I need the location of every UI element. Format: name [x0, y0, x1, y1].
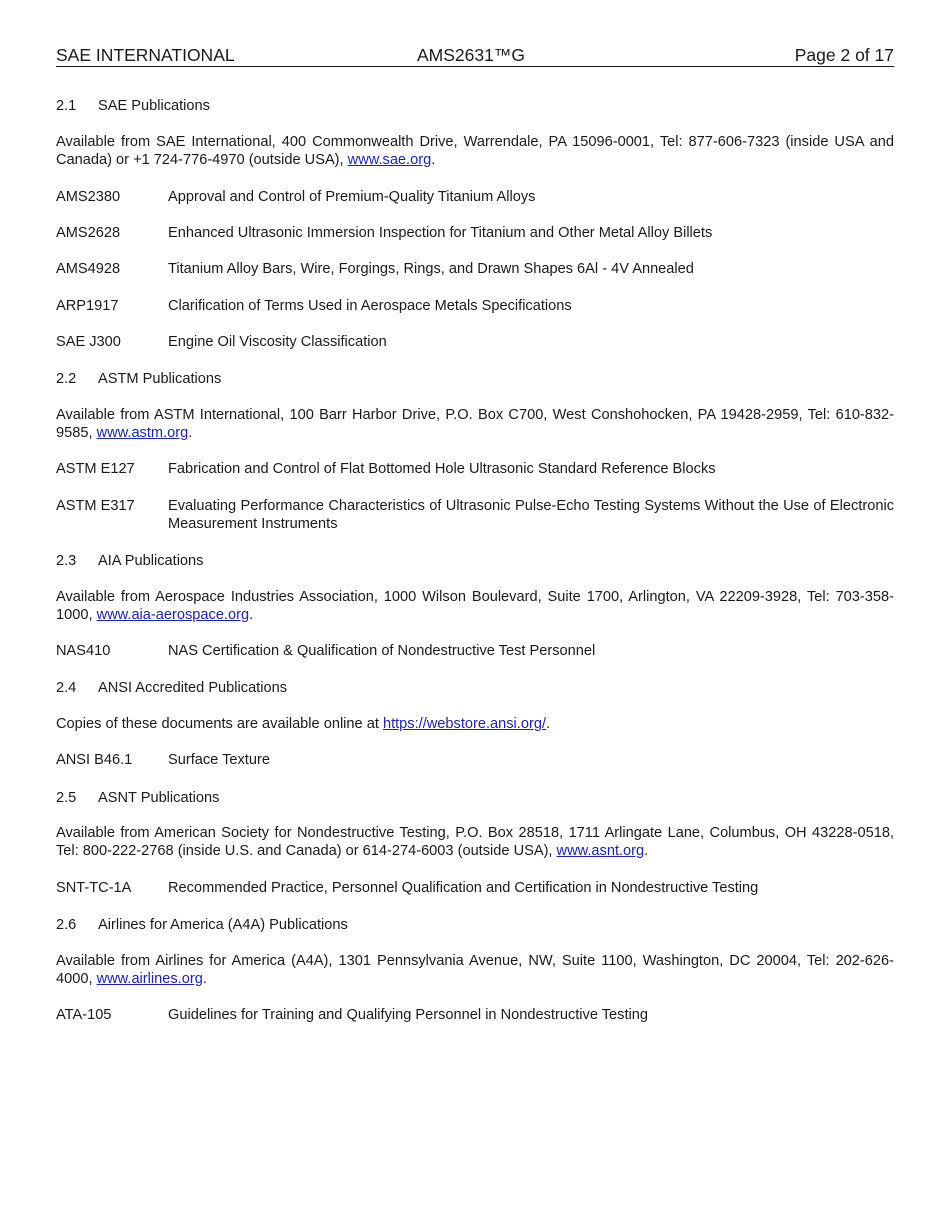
section-intro-2-1: Available from SAE International, 400 Commonwealth Drive, Warrendale, PA 15096-0001, Tel: 877-606-7323 (inside USA and Canada) or +1 724-776-4970 (outside USA), www.sae.org. — [56, 134, 894, 168]
section-intro-2-2: Available from ASTM International, 100 Barr Harbor Drive, P.O. Box C700, West Conshohocken, PA 19428-2959, Tel: 610-832-9585, www.astm.org. — [56, 407, 894, 441]
page-header — [56, 44, 894, 67]
section-intro-2-6: Available from Airlines for America (A4A), 1301 Pennsylvania Avenue, NW, Suite 1100, Washington, DC 20004, Tel: 202-626-4000, www.airlines.org. — [56, 953, 894, 987]
header-org: SAE INTERNATIONAL — [56, 45, 235, 65]
section-intro-2-4: Copies of these documents are available online at https://webstore.ansi.org/. — [56, 716, 551, 732]
aia-link[interactable]: www.aia-aerospace.org — [96, 606, 250, 623]
sae-link[interactable]: www.sae.org — [347, 151, 432, 168]
ansi-link[interactable]: https://webstore.ansi.org/ — [382, 716, 546, 732]
section-intro-2-3: Available from Aerospace Industries Association, 1000 Wilson Boulevard, Suite 1700, Arlington, VA 22209-3928, Tel: 703-358-1000, www.aia-aerospace.org. — [56, 589, 894, 623]
header-doc-number: AMS2631™G — [417, 45, 525, 65]
astm-link[interactable]: www.astm.org — [96, 424, 189, 441]
airlines-link[interactable]: www.airlines.org — [96, 970, 203, 987]
section-intro-2-5: Available from American Society for Nondestructive Testing, P.O. Box 28518, 1711 Arlingate Lane, Columbus, OH 43228-0518, Tel: 800-222-2768 (inside U.S. and Canada) or 614-274-6003 (outside USA), www.asnt.org. — [56, 825, 894, 859]
asnt-link[interactable]: www.asnt.org — [556, 842, 645, 859]
header-page-number: Page 2 of 17 — [794, 45, 894, 65]
